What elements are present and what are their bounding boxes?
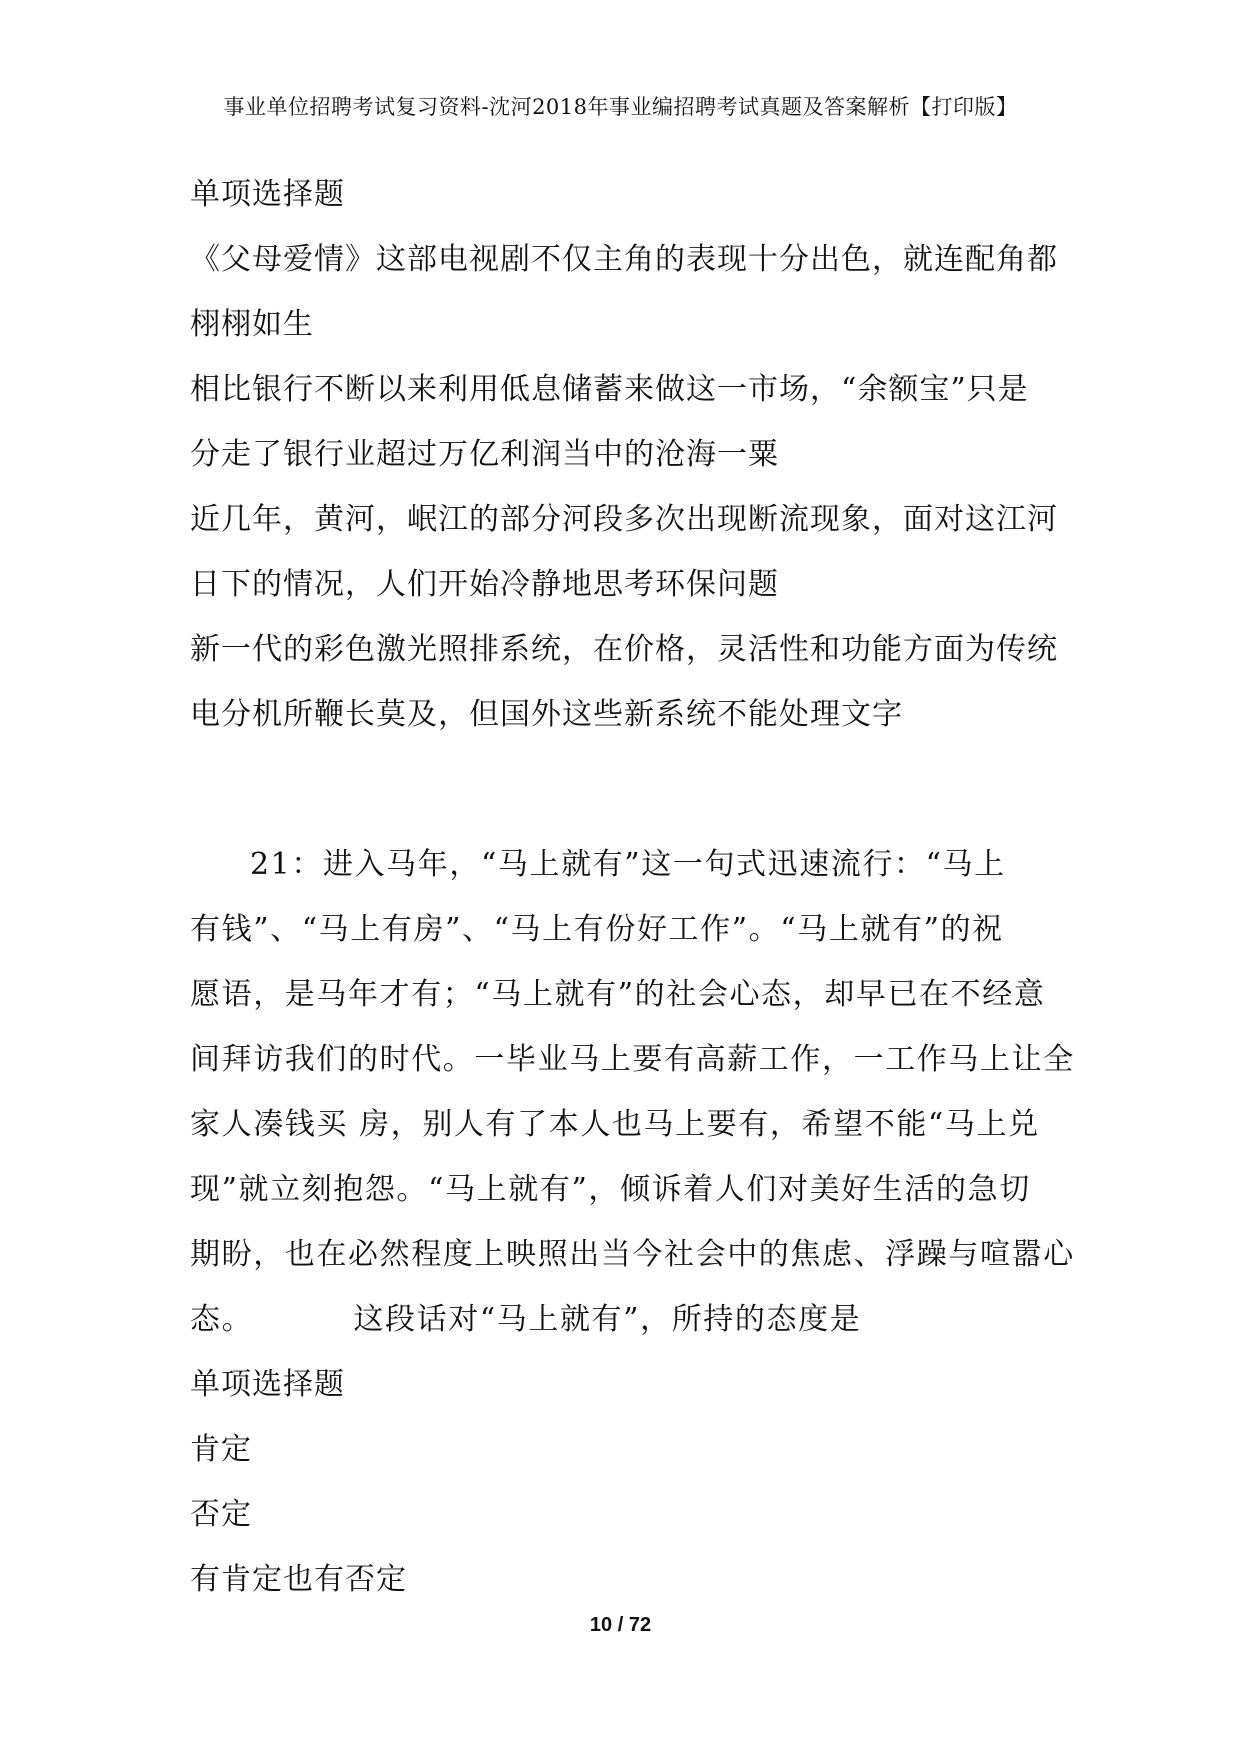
option-text: 相比银行不断以来利用低息储蓄来做这一市场，“余额宝”只是 bbox=[190, 372, 1029, 407]
question-text-line: 有钱”、“马上有房”、“马上有份好工作”。“马上就有”的祝 bbox=[190, 912, 1004, 947]
option-text: 日下的情况，人们开始冷静地思考环保问题 bbox=[190, 567, 779, 602]
previous-question-options bbox=[190, 227, 1060, 747]
section-spacer bbox=[190, 747, 1060, 832]
page-number: 10 / 72 bbox=[589, 1614, 652, 1636]
question-21 bbox=[190, 832, 1075, 1352]
question-text-line: 愿语，是马年才有；“马上就有”的社会心态，却早已在不经意 bbox=[190, 977, 1046, 1012]
option-text: 电分机所鞭长莫及，但国外这些新系统不能处理文字 bbox=[190, 697, 903, 732]
question-text-line: 现”就立刻抱怨。“马上就有”，倾诉着人们对美好生活的急切 bbox=[190, 1172, 1031, 1207]
question-text-line: 家人凑钱买 房，别人有了本人也马上要有，希望不能“马上兑 bbox=[190, 1107, 1040, 1142]
option-text: 《父母爱情》这部电视剧不仅主角的表现十分出色，就连配角都 bbox=[190, 242, 1058, 277]
option-text: 近几年，黄河，岷江的部分河段多次出现断流现象，面对这江河 bbox=[190, 502, 1058, 537]
question-text-line: 21：进入马年，“马上就有”这一句式迅速流行：“马上 bbox=[250, 847, 1006, 882]
answer-option[interactable]: 否定 bbox=[190, 1497, 252, 1532]
answer-option[interactable]: 肯定 bbox=[190, 1432, 252, 1467]
question-type-label: 单项选择题 bbox=[190, 1367, 345, 1402]
answer-option[interactable]: 有肯定也有否定 bbox=[190, 1562, 407, 1597]
page-content bbox=[190, 162, 1075, 1612]
question-text-line: 期盼，也在必然程度上映照出当今社会中的焦虑、浮躁与喧嚣心 bbox=[190, 1237, 1075, 1272]
option-text: 栩栩如生 bbox=[190, 307, 314, 342]
page-header: 事业单位招聘考试复习资料-沈河2018年事业编招聘考试真题及答案解析【打印版】 bbox=[223, 95, 1018, 119]
option-text: 分走了银行业超过万亿利润当中的沧海一粟 bbox=[190, 437, 779, 472]
question-text-line: 态。 这段话对“马上就有”，所持的态度是 bbox=[190, 1302, 862, 1337]
option-text: 新一代的彩色激光照排系统，在价格，灵活性和功能方面为传统 bbox=[190, 632, 1058, 667]
question-type-label: 单项选择题 bbox=[190, 177, 345, 212]
question-text-line: 间拜访我们的时代。一毕业马上要有高薪工作，一工作马上让全 bbox=[190, 1042, 1075, 1077]
answer-options bbox=[190, 1417, 1060, 1612]
